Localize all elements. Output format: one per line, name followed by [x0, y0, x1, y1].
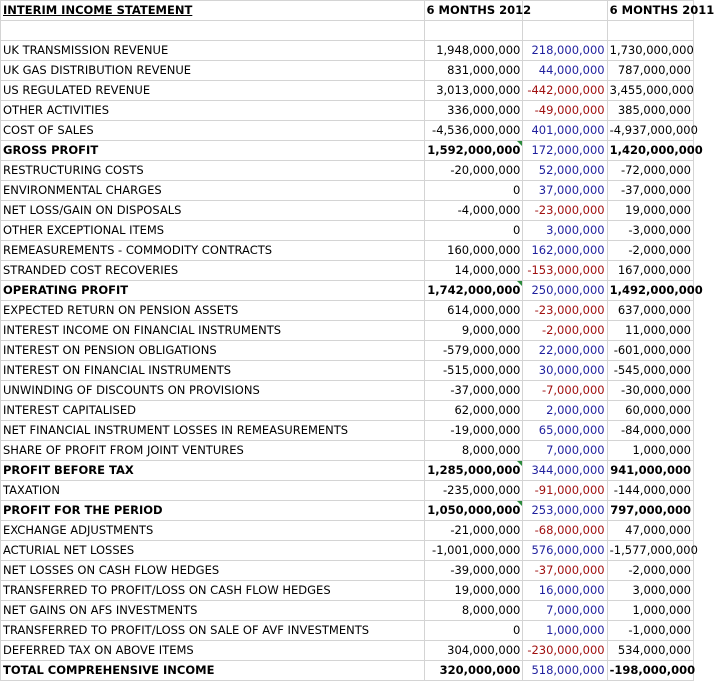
- value-2011-cell[interactable]: -1,000,000: [607, 621, 693, 641]
- table-row: [1, 501, 694, 521]
- row-label[interactable]: NET LOSS/GAIN ON DISPOSALS: [1, 201, 425, 221]
- value-2011-cell[interactable]: 385,000,000: [607, 101, 693, 121]
- change-cell[interactable]: -442,000,000: [523, 81, 607, 101]
- row-label[interactable]: NET GAINS ON AFS INVESTMENTS: [1, 601, 425, 621]
- value-2012-cell[interactable]: 614,000,000: [424, 301, 523, 321]
- value-2011-cell[interactable]: -2,000,000: [607, 241, 693, 261]
- table-row: [1, 441, 694, 461]
- table-row: [1, 421, 694, 441]
- change-cell[interactable]: 44,000,000: [523, 61, 607, 81]
- value-2011-cell[interactable]: -30,000,000: [607, 381, 693, 401]
- row-label[interactable]: ENVIRONMENTAL CHARGES: [1, 181, 425, 201]
- table-row: [1, 221, 694, 241]
- value-2011-cell[interactable]: -72,000,000: [607, 161, 693, 181]
- row-label[interactable]: STRANDED COST RECOVERIES: [1, 261, 425, 281]
- change-cell[interactable]: 16,000,000: [523, 581, 607, 601]
- value-2012-cell[interactable]: 831,000,000: [424, 61, 523, 81]
- column-header-change[interactable]: [523, 1, 607, 21]
- change-cell[interactable]: -2,000,000: [523, 321, 607, 341]
- column-header-2011[interactable]: 6 MONTHS 2011: [607, 1, 693, 21]
- value-2011-cell[interactable]: -4,937,000,000: [607, 121, 693, 141]
- row-label[interactable]: SHARE OF PROFIT FROM JOINT VENTURES: [1, 441, 425, 461]
- change-cell[interactable]: -49,000,000: [523, 101, 607, 121]
- row-label[interactable]: PROFIT BEFORE TAX: [1, 461, 425, 481]
- value-2012-cell[interactable]: 1,050,000,000: [424, 501, 523, 521]
- value-2011-cell[interactable]: 60,000,000: [607, 401, 693, 421]
- value-2011-cell[interactable]: 167,000,000: [607, 261, 693, 281]
- change-cell[interactable]: 22,000,000: [523, 341, 607, 361]
- table-row: [1, 41, 694, 61]
- row-label[interactable]: US REGULATED REVENUE: [1, 81, 425, 101]
- value-2012-cell[interactable]: 160,000,000: [424, 241, 523, 261]
- table-row: [1, 281, 694, 301]
- row-label[interactable]: OPERATING PROFIT: [1, 281, 425, 301]
- value-2011-cell[interactable]: 941,000,000: [607, 461, 693, 481]
- value-2011-cell[interactable]: 1,000,000: [607, 601, 693, 621]
- row-label[interactable]: INTEREST CAPITALISED: [1, 401, 425, 421]
- row-label[interactable]: COST OF SALES: [1, 121, 425, 141]
- blank-cell[interactable]: [523, 21, 607, 41]
- value-2012-cell[interactable]: 1,742,000,000: [424, 281, 523, 301]
- value-2012-cell[interactable]: -37,000,000: [424, 381, 523, 401]
- table-row: [1, 401, 694, 421]
- row-label[interactable]: TRANSFERRED TO PROFIT/LOSS ON CASH FLOW HEDGES: [1, 581, 425, 601]
- value-2012-cell[interactable]: 0: [424, 621, 523, 641]
- value-2011-cell[interactable]: 3,000,000: [607, 581, 693, 601]
- change-cell[interactable]: -37,000,000: [523, 561, 607, 581]
- value-2011-cell[interactable]: -198,000,000: [607, 661, 693, 681]
- value-2011-cell[interactable]: 787,000,000: [607, 61, 693, 81]
- value-2012-cell[interactable]: 320,000,000: [424, 661, 523, 681]
- value-2012-cell[interactable]: 1,592,000,000: [424, 141, 523, 161]
- change-cell[interactable]: 250,000,000: [523, 281, 607, 301]
- value-2012-cell[interactable]: -1,001,000,000: [424, 541, 523, 561]
- table-row: [1, 181, 694, 201]
- change-cell[interactable]: -91,000,000: [523, 481, 607, 501]
- change-cell[interactable]: 401,000,000: [523, 121, 607, 141]
- change-cell[interactable]: 344,000,000: [523, 461, 607, 481]
- value-2012-cell[interactable]: -235,000,000: [424, 481, 523, 501]
- table-row: [1, 341, 694, 361]
- value-2012-cell[interactable]: 1,285,000,000: [424, 461, 523, 481]
- value-2011-cell[interactable]: 19,000,000: [607, 201, 693, 221]
- table-row: [1, 461, 694, 481]
- table-row: [1, 621, 694, 641]
- value-2011-cell[interactable]: 3,455,000,000: [607, 81, 693, 101]
- table-row: [1, 61, 694, 81]
- row-label[interactable]: UK TRANSMISSION REVENUE: [1, 41, 425, 61]
- value-2011-cell[interactable]: -601,000,000: [607, 341, 693, 361]
- value-2012-cell[interactable]: -4,536,000,000: [424, 121, 523, 141]
- row-label[interactable]: OTHER EXCEPTIONAL ITEMS: [1, 221, 425, 241]
- table-row: [1, 121, 694, 141]
- blank-cell[interactable]: [424, 21, 523, 41]
- value-2011-cell[interactable]: -84,000,000: [607, 421, 693, 441]
- value-2011-cell[interactable]: -1,577,000,000: [607, 541, 693, 561]
- value-2012-cell[interactable]: 0: [424, 181, 523, 201]
- table-row: [1, 601, 694, 621]
- change-cell[interactable]: -7,000,000: [523, 381, 607, 401]
- header-row: [1, 1, 694, 21]
- value-2011-cell[interactable]: 1,000,000: [607, 441, 693, 461]
- value-2012-cell[interactable]: -20,000,000: [424, 161, 523, 181]
- column-header-2012[interactable]: 6 MONTHS 2012: [424, 1, 523, 21]
- table-row: [1, 361, 694, 381]
- table-row: [1, 241, 694, 261]
- blank-row: [1, 21, 694, 41]
- change-cell[interactable]: 172,000,000: [523, 141, 607, 161]
- row-label[interactable]: UNWINDING OF DISCOUNTS ON PROVISIONS: [1, 381, 425, 401]
- table-row: [1, 661, 694, 681]
- value-2012-cell[interactable]: 8,000,000: [424, 441, 523, 461]
- table-row: [1, 81, 694, 101]
- change-cell[interactable]: 65,000,000: [523, 421, 607, 441]
- table-row: [1, 301, 694, 321]
- table-row: [1, 161, 694, 181]
- value-2012-cell[interactable]: 0: [424, 221, 523, 241]
- change-cell[interactable]: 37,000,000: [523, 181, 607, 201]
- change-cell[interactable]: 3,000,000: [523, 221, 607, 241]
- value-2012-cell[interactable]: -21,000,000: [424, 521, 523, 541]
- change-cell[interactable]: 7,000,000: [523, 441, 607, 461]
- row-label[interactable]: EXPECTED RETURN ON PENSION ASSETS: [1, 301, 425, 321]
- value-2011-cell[interactable]: 1,420,000,000: [607, 141, 693, 161]
- change-cell[interactable]: 7,000,000: [523, 601, 607, 621]
- change-cell[interactable]: 1,000,000: [523, 621, 607, 641]
- row-label[interactable]: ACTURIAL NET LOSSES: [1, 541, 425, 561]
- value-2012-cell[interactable]: -515,000,000: [424, 361, 523, 381]
- value-2011-cell[interactable]: -37,000,000: [607, 181, 693, 201]
- table-row: [1, 581, 694, 601]
- statement-title[interactable]: INTERIM INCOME STATEMENT: [1, 1, 425, 21]
- value-2012-cell[interactable]: 14,000,000: [424, 261, 523, 281]
- row-label[interactable]: UK GAS DISTRIBUTION REVENUE: [1, 61, 425, 81]
- value-2011-cell[interactable]: 797,000,000: [607, 501, 693, 521]
- row-label[interactable]: INTEREST ON FINANCIAL INSTRUMENTS: [1, 361, 425, 381]
- value-2012-cell[interactable]: -19,000,000: [424, 421, 523, 441]
- value-2011-cell[interactable]: 47,000,000: [607, 521, 693, 541]
- table-row: [1, 261, 694, 281]
- row-label[interactable]: RESTRUCTURING COSTS: [1, 161, 425, 181]
- table-row: [1, 381, 694, 401]
- change-cell[interactable]: 218,000,000: [523, 41, 607, 61]
- row-label[interactable]: DEFERRED TAX ON ABOVE ITEMS: [1, 641, 425, 661]
- value-2011-cell[interactable]: 534,000,000: [607, 641, 693, 661]
- value-2012-cell[interactable]: 62,000,000: [424, 401, 523, 421]
- value-2012-cell[interactable]: 19,000,000: [424, 581, 523, 601]
- change-cell[interactable]: -68,000,000: [523, 521, 607, 541]
- value-2012-cell[interactable]: 9,000,000: [424, 321, 523, 341]
- change-cell[interactable]: 30,000,000: [523, 361, 607, 381]
- value-2011-cell[interactable]: -3,000,000: [607, 221, 693, 241]
- row-label[interactable]: TAXATION: [1, 481, 425, 501]
- table-row: [1, 141, 694, 161]
- row-label[interactable]: INTEREST INCOME ON FINANCIAL INSTRUMENTS: [1, 321, 425, 341]
- value-2011-cell[interactable]: -144,000,000: [607, 481, 693, 501]
- table-row: [1, 641, 694, 661]
- change-cell[interactable]: 253,000,000: [523, 501, 607, 521]
- value-2011-cell[interactable]: 637,000,000: [607, 301, 693, 321]
- value-2012-cell[interactable]: -39,000,000: [424, 561, 523, 581]
- change-cell[interactable]: -230,000,000: [523, 641, 607, 661]
- row-label[interactable]: PROFIT FOR THE PERIOD: [1, 501, 425, 521]
- change-cell[interactable]: 518,000,000: [523, 661, 607, 681]
- value-2011-cell[interactable]: -545,000,000: [607, 361, 693, 381]
- table-row: [1, 201, 694, 221]
- table-row: [1, 481, 694, 501]
- value-2012-cell[interactable]: 3,013,000,000: [424, 81, 523, 101]
- change-cell[interactable]: 162,000,000: [523, 241, 607, 261]
- row-label[interactable]: GROSS PROFIT: [1, 141, 425, 161]
- value-2012-cell[interactable]: 304,000,000: [424, 641, 523, 661]
- row-label[interactable]: NET LOSSES ON CASH FLOW HEDGES: [1, 561, 425, 581]
- value-2012-cell[interactable]: -579,000,000: [424, 341, 523, 361]
- row-label[interactable]: INTEREST ON PENSION OBLIGATIONS: [1, 341, 425, 361]
- value-2011-cell[interactable]: 1,730,000,000: [607, 41, 693, 61]
- value-2012-cell[interactable]: 1,948,000,000: [424, 41, 523, 61]
- value-2011-cell[interactable]: 11,000,000: [607, 321, 693, 341]
- change-cell[interactable]: -23,000,000: [523, 201, 607, 221]
- table-row: [1, 321, 694, 341]
- change-cell[interactable]: -23,000,000: [523, 301, 607, 321]
- change-cell[interactable]: 52,000,000: [523, 161, 607, 181]
- blank-cell[interactable]: [607, 21, 693, 41]
- statement-body: [1, 1, 714, 681]
- change-cell[interactable]: -153,000,000: [523, 261, 607, 281]
- row-label[interactable]: NET FINANCIAL INSTRUMENT LOSSES IN REMEASUREMENTS: [1, 421, 425, 441]
- row-label[interactable]: TRANSFERRED TO PROFIT/LOSS ON SALE OF AVF INVESTMENTS: [1, 621, 425, 641]
- row-label[interactable]: TOTAL COMPREHENSIVE INCOME: [1, 661, 425, 681]
- row-label[interactable]: OTHER ACTIVITIES: [1, 101, 425, 121]
- table-row: [1, 541, 694, 561]
- blank-cell[interactable]: [1, 21, 425, 41]
- change-cell[interactable]: 576,000,000: [523, 541, 607, 561]
- value-2011-cell[interactable]: -2,000,000: [607, 561, 693, 581]
- value-2012-cell[interactable]: 336,000,000: [424, 101, 523, 121]
- table-row: [1, 521, 694, 541]
- table-row: [1, 101, 694, 121]
- table-row: [1, 561, 694, 581]
- value-2012-cell[interactable]: 8,000,000: [424, 601, 523, 621]
- row-label[interactable]: EXCHANGE ADJUSTMENTS: [1, 521, 425, 541]
- row-label[interactable]: REMEASUREMENTS - COMMODITY CONTRACTS: [1, 241, 425, 261]
- value-2011-cell[interactable]: 1,492,000,000: [607, 281, 693, 301]
- value-2012-cell[interactable]: -4,000,000: [424, 201, 523, 221]
- change-cell[interactable]: 2,000,000: [523, 401, 607, 421]
